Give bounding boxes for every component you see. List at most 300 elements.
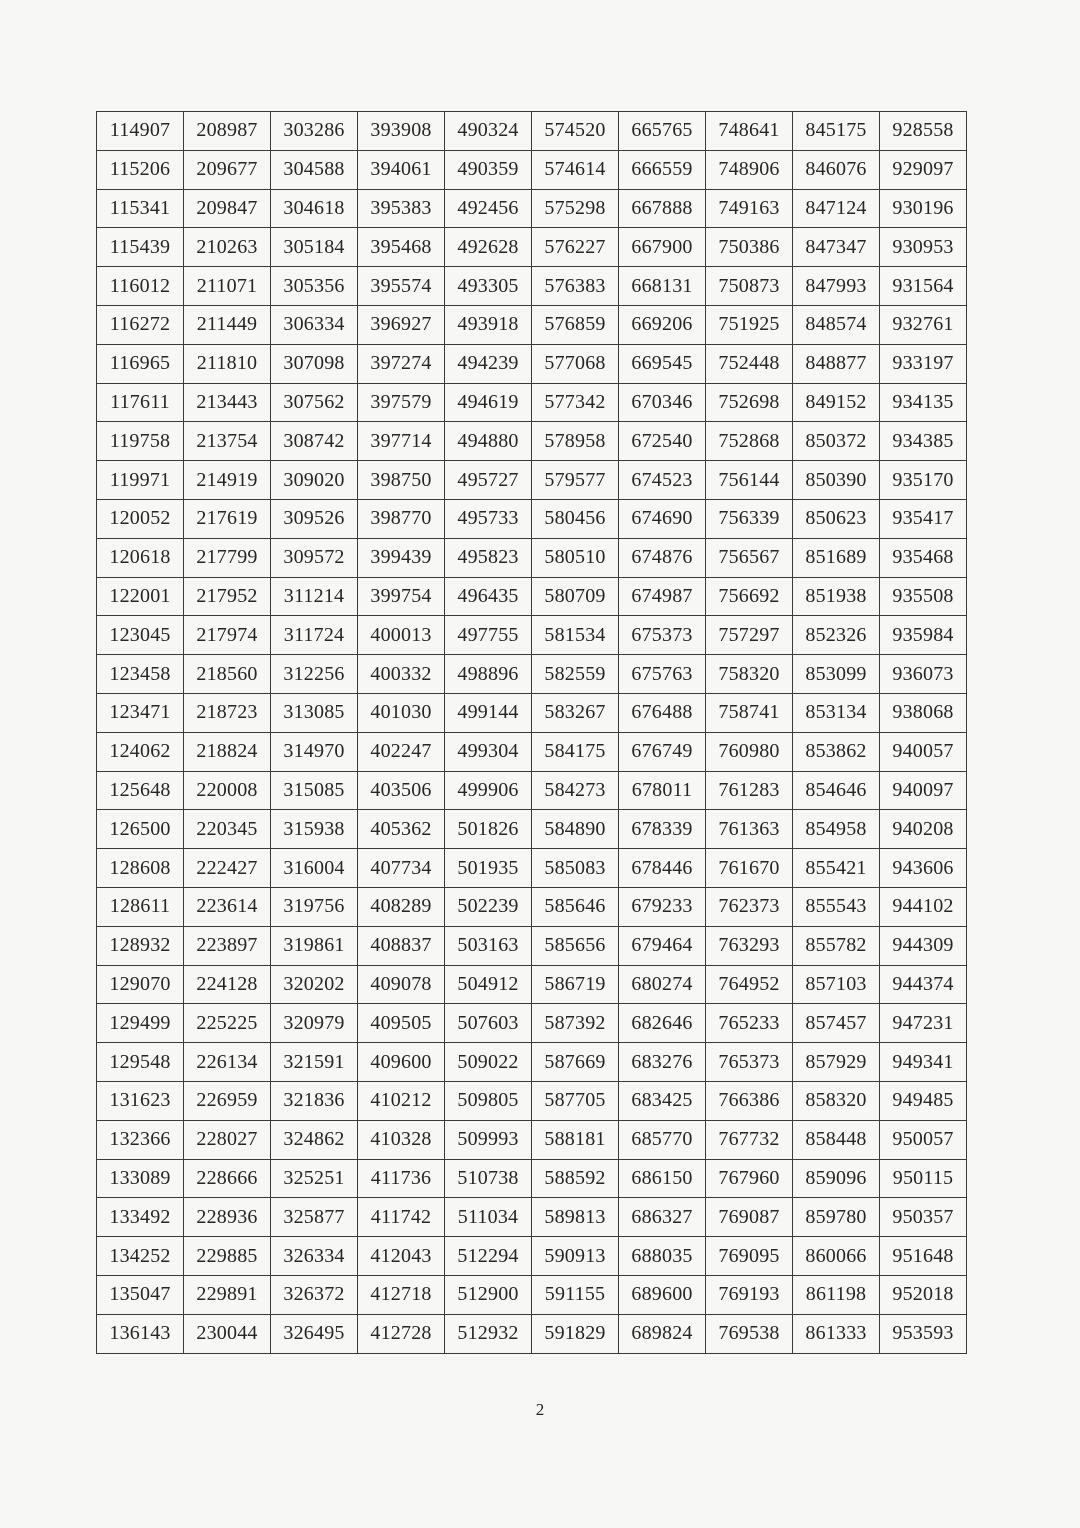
table-cell: 674876 — [619, 538, 706, 577]
table-cell: 847993 — [793, 267, 880, 306]
table-cell: 312256 — [271, 655, 358, 694]
table-cell: 499144 — [445, 693, 532, 732]
table-cell: 935508 — [880, 577, 967, 616]
table-cell: 935170 — [880, 461, 967, 500]
table-cell: 133089 — [97, 1159, 184, 1198]
table-cell: 224128 — [184, 965, 271, 1004]
table-cell: 321836 — [271, 1081, 358, 1120]
table-cell: 213443 — [184, 383, 271, 422]
table-cell: 304618 — [271, 189, 358, 228]
table-cell: 591829 — [532, 1314, 619, 1353]
table-cell: 846076 — [793, 150, 880, 189]
table-cell: 585656 — [532, 926, 619, 965]
table-cell: 860066 — [793, 1237, 880, 1276]
table-cell: 129070 — [97, 965, 184, 1004]
table-cell: 211810 — [184, 344, 271, 383]
table-cell: 586719 — [532, 965, 619, 1004]
table-cell: 309020 — [271, 461, 358, 500]
table-cell: 760980 — [706, 732, 793, 771]
table-row — [97, 1120, 967, 1159]
table-cell: 492456 — [445, 189, 532, 228]
table-cell: 132366 — [97, 1120, 184, 1159]
table-cell: 395468 — [358, 228, 445, 267]
table-cell: 853862 — [793, 732, 880, 771]
table-cell: 397579 — [358, 383, 445, 422]
table-cell: 953593 — [880, 1314, 967, 1353]
table-cell: 129548 — [97, 1043, 184, 1082]
table-cell: 935984 — [880, 616, 967, 655]
table-cell: 689824 — [619, 1314, 706, 1353]
table-cell: 490324 — [445, 112, 532, 151]
table-cell: 126500 — [97, 810, 184, 849]
table-cell: 766386 — [706, 1081, 793, 1120]
table-row — [97, 499, 967, 538]
table-cell: 855421 — [793, 849, 880, 888]
table-cell: 845175 — [793, 112, 880, 151]
table-cell: 222427 — [184, 849, 271, 888]
table-cell: 217799 — [184, 538, 271, 577]
table-cell: 752698 — [706, 383, 793, 422]
table-cell: 669206 — [619, 305, 706, 344]
table-cell: 765233 — [706, 1004, 793, 1043]
table-cell: 851938 — [793, 577, 880, 616]
table-cell: 308742 — [271, 422, 358, 461]
table-cell: 494239 — [445, 344, 532, 383]
table-cell: 307098 — [271, 344, 358, 383]
table-cell: 854646 — [793, 771, 880, 810]
table-cell: 674987 — [619, 577, 706, 616]
table-row — [97, 228, 967, 267]
table-cell: 119758 — [97, 422, 184, 461]
table-cell: 497755 — [445, 616, 532, 655]
table-cell: 854958 — [793, 810, 880, 849]
table-cell: 495727 — [445, 461, 532, 500]
table-cell: 395574 — [358, 267, 445, 306]
table-cell: 218824 — [184, 732, 271, 771]
table-cell: 304588 — [271, 150, 358, 189]
table-cell: 689600 — [619, 1275, 706, 1314]
table-cell: 509022 — [445, 1043, 532, 1082]
table-cell: 758741 — [706, 693, 793, 732]
table-cell: 769087 — [706, 1198, 793, 1237]
table-cell: 495733 — [445, 499, 532, 538]
table-cell: 228936 — [184, 1198, 271, 1237]
table-cell: 769538 — [706, 1314, 793, 1353]
table-cell: 136143 — [97, 1314, 184, 1353]
table-cell: 576859 — [532, 305, 619, 344]
table-row — [97, 1314, 967, 1353]
table-cell: 490359 — [445, 150, 532, 189]
table-cell: 767960 — [706, 1159, 793, 1198]
table-cell: 131623 — [97, 1081, 184, 1120]
table-cell: 861333 — [793, 1314, 880, 1353]
table-cell: 936073 — [880, 655, 967, 694]
table-cell: 588181 — [532, 1120, 619, 1159]
table-cell: 756567 — [706, 538, 793, 577]
table-cell: 123458 — [97, 655, 184, 694]
table-cell: 208987 — [184, 112, 271, 151]
table-cell: 859780 — [793, 1198, 880, 1237]
table-cell: 584890 — [532, 810, 619, 849]
table-cell: 115206 — [97, 150, 184, 189]
table-cell: 679233 — [619, 887, 706, 926]
table-row — [97, 189, 967, 228]
table-cell: 503163 — [445, 926, 532, 965]
table-cell: 120618 — [97, 538, 184, 577]
table-cell: 682646 — [619, 1004, 706, 1043]
table-cell: 761363 — [706, 810, 793, 849]
number-table-body — [97, 112, 967, 1354]
table-cell: 579577 — [532, 461, 619, 500]
table-row — [97, 771, 967, 810]
table-cell: 675763 — [619, 655, 706, 694]
table-cell: 849152 — [793, 383, 880, 422]
table-cell: 326372 — [271, 1275, 358, 1314]
table-cell: 670346 — [619, 383, 706, 422]
table-cell: 855782 — [793, 926, 880, 965]
table-cell: 933197 — [880, 344, 967, 383]
table-cell: 756692 — [706, 577, 793, 616]
table-cell: 395383 — [358, 189, 445, 228]
table-cell: 229891 — [184, 1275, 271, 1314]
table-row — [97, 926, 967, 965]
table-cell: 507603 — [445, 1004, 532, 1043]
table-cell: 686327 — [619, 1198, 706, 1237]
table-cell: 683276 — [619, 1043, 706, 1082]
table-cell: 861198 — [793, 1275, 880, 1314]
table-cell: 675373 — [619, 616, 706, 655]
table-cell: 303286 — [271, 112, 358, 151]
table-row — [97, 655, 967, 694]
table-cell: 853134 — [793, 693, 880, 732]
table-cell: 585083 — [532, 849, 619, 888]
table-cell: 752868 — [706, 422, 793, 461]
table-cell: 502239 — [445, 887, 532, 926]
table-cell: 494880 — [445, 422, 532, 461]
table-cell: 319756 — [271, 887, 358, 926]
table-cell: 501935 — [445, 849, 532, 888]
table-cell: 398770 — [358, 499, 445, 538]
table-cell: 230044 — [184, 1314, 271, 1353]
table-cell: 767732 — [706, 1120, 793, 1159]
table-cell: 576227 — [532, 228, 619, 267]
table-row — [97, 150, 967, 189]
table-cell: 409078 — [358, 965, 445, 1004]
table-cell: 855543 — [793, 887, 880, 926]
table-cell: 847347 — [793, 228, 880, 267]
table-cell: 223897 — [184, 926, 271, 965]
table-cell: 685770 — [619, 1120, 706, 1159]
table-cell: 115341 — [97, 189, 184, 228]
table-cell: 399439 — [358, 538, 445, 577]
table-cell: 944374 — [880, 965, 967, 1004]
table-cell: 119971 — [97, 461, 184, 500]
table-cell: 751925 — [706, 305, 793, 344]
table-cell: 510738 — [445, 1159, 532, 1198]
table-cell: 411742 — [358, 1198, 445, 1237]
table-cell: 229885 — [184, 1237, 271, 1276]
table-cell: 223614 — [184, 887, 271, 926]
table-cell: 120052 — [97, 499, 184, 538]
table-cell: 326495 — [271, 1314, 358, 1353]
table-cell: 494619 — [445, 383, 532, 422]
table-row — [97, 538, 967, 577]
table-cell: 400013 — [358, 616, 445, 655]
table-cell: 940097 — [880, 771, 967, 810]
table-cell: 574614 — [532, 150, 619, 189]
table-cell: 587669 — [532, 1043, 619, 1082]
table-cell: 858320 — [793, 1081, 880, 1120]
table-cell: 851689 — [793, 538, 880, 577]
table-cell: 210263 — [184, 228, 271, 267]
table-cell: 214919 — [184, 461, 271, 500]
table-cell: 311214 — [271, 577, 358, 616]
table-cell: 584273 — [532, 771, 619, 810]
table-cell: 123045 — [97, 616, 184, 655]
table-cell: 667900 — [619, 228, 706, 267]
table-cell: 125648 — [97, 771, 184, 810]
table-cell: 394061 — [358, 150, 445, 189]
table-cell: 934385 — [880, 422, 967, 461]
table-cell: 938068 — [880, 693, 967, 732]
table-cell: 305184 — [271, 228, 358, 267]
table-row — [97, 1159, 967, 1198]
table-cell: 320979 — [271, 1004, 358, 1043]
table-cell: 116272 — [97, 305, 184, 344]
table-cell: 688035 — [619, 1237, 706, 1276]
table-cell: 756339 — [706, 499, 793, 538]
table-cell: 574520 — [532, 112, 619, 151]
table-cell: 580510 — [532, 538, 619, 577]
table-cell: 764952 — [706, 965, 793, 1004]
table-cell: 588592 — [532, 1159, 619, 1198]
table-cell: 575298 — [532, 189, 619, 228]
table-cell: 217952 — [184, 577, 271, 616]
table-cell: 590913 — [532, 1237, 619, 1276]
table-cell: 501826 — [445, 810, 532, 849]
table-cell: 950057 — [880, 1120, 967, 1159]
table-cell: 580456 — [532, 499, 619, 538]
table-cell: 499304 — [445, 732, 532, 771]
table-cell: 576383 — [532, 267, 619, 306]
table-cell: 674523 — [619, 461, 706, 500]
table-cell: 407734 — [358, 849, 445, 888]
table-row — [97, 849, 967, 888]
table-cell: 763293 — [706, 926, 793, 965]
table-cell: 932761 — [880, 305, 967, 344]
table-cell: 512932 — [445, 1314, 532, 1353]
table-cell: 857929 — [793, 1043, 880, 1082]
table-cell: 581534 — [532, 616, 619, 655]
table-cell: 578958 — [532, 422, 619, 461]
table-cell: 858448 — [793, 1120, 880, 1159]
table-cell: 116012 — [97, 267, 184, 306]
table-cell: 857457 — [793, 1004, 880, 1043]
table-cell: 226134 — [184, 1043, 271, 1082]
table-cell: 117611 — [97, 383, 184, 422]
table-cell: 850372 — [793, 422, 880, 461]
table-cell: 408289 — [358, 887, 445, 926]
table-cell: 669545 — [619, 344, 706, 383]
table-cell: 401030 — [358, 693, 445, 732]
table-cell: 400332 — [358, 655, 445, 694]
table-cell: 326334 — [271, 1237, 358, 1276]
table-row — [97, 1043, 967, 1082]
table-cell: 749163 — [706, 189, 793, 228]
table-cell: 211071 — [184, 267, 271, 306]
table-row — [97, 1237, 967, 1276]
table-cell: 410328 — [358, 1120, 445, 1159]
table-cell: 750386 — [706, 228, 793, 267]
table-cell: 951648 — [880, 1237, 967, 1276]
table-cell: 683425 — [619, 1081, 706, 1120]
table-cell: 228666 — [184, 1159, 271, 1198]
table-cell: 492628 — [445, 228, 532, 267]
table-cell: 853099 — [793, 655, 880, 694]
table-cell: 122001 — [97, 577, 184, 616]
table-cell: 306334 — [271, 305, 358, 344]
table-cell: 226959 — [184, 1081, 271, 1120]
table-cell: 678446 — [619, 849, 706, 888]
table-cell: 133492 — [97, 1198, 184, 1237]
table-cell: 928558 — [880, 112, 967, 151]
table-cell: 412043 — [358, 1237, 445, 1276]
table-cell: 769095 — [706, 1237, 793, 1276]
table-cell: 930196 — [880, 189, 967, 228]
table-cell: 679464 — [619, 926, 706, 965]
table-cell: 499906 — [445, 771, 532, 810]
table-cell: 672540 — [619, 422, 706, 461]
table-cell: 412728 — [358, 1314, 445, 1353]
table-cell: 509993 — [445, 1120, 532, 1159]
table-cell: 857103 — [793, 965, 880, 1004]
table-cell: 850390 — [793, 461, 880, 500]
table-cell: 115439 — [97, 228, 184, 267]
table-cell: 587705 — [532, 1081, 619, 1120]
table-cell: 218723 — [184, 693, 271, 732]
table-cell: 135047 — [97, 1275, 184, 1314]
table-cell: 757297 — [706, 616, 793, 655]
table-cell: 411736 — [358, 1159, 445, 1198]
table-cell: 211449 — [184, 305, 271, 344]
table-cell: 311724 — [271, 616, 358, 655]
table-cell: 493305 — [445, 267, 532, 306]
table-cell: 676749 — [619, 732, 706, 771]
table-cell: 129499 — [97, 1004, 184, 1043]
number-table — [96, 111, 967, 1354]
table-row — [97, 1004, 967, 1043]
table-cell: 583267 — [532, 693, 619, 732]
table-cell: 123471 — [97, 693, 184, 732]
table-cell: 584175 — [532, 732, 619, 771]
table-cell: 412718 — [358, 1275, 445, 1314]
table-cell: 676488 — [619, 693, 706, 732]
table-cell: 943606 — [880, 849, 967, 888]
table-row — [97, 577, 967, 616]
table-row — [97, 383, 967, 422]
table-cell: 761283 — [706, 771, 793, 810]
table-cell: 309572 — [271, 538, 358, 577]
table-cell: 209847 — [184, 189, 271, 228]
table-row — [97, 461, 967, 500]
table-cell: 313085 — [271, 693, 358, 732]
table-cell: 931564 — [880, 267, 967, 306]
table-cell: 665765 — [619, 112, 706, 151]
table-cell: 409600 — [358, 1043, 445, 1082]
table-cell: 678339 — [619, 810, 706, 849]
table-row — [97, 887, 967, 926]
table-cell: 848877 — [793, 344, 880, 383]
table-cell: 213754 — [184, 422, 271, 461]
table-cell: 493918 — [445, 305, 532, 344]
table-cell: 944309 — [880, 926, 967, 965]
table-cell: 220345 — [184, 810, 271, 849]
table-cell: 680274 — [619, 965, 706, 1004]
table-cell: 319861 — [271, 926, 358, 965]
table-cell: 769193 — [706, 1275, 793, 1314]
table-cell: 577068 — [532, 344, 619, 383]
table-cell: 748641 — [706, 112, 793, 151]
table-cell: 950357 — [880, 1198, 967, 1237]
page-number: 2 — [535, 1400, 545, 1419]
table-cell: 410212 — [358, 1081, 445, 1120]
table-cell: 848574 — [793, 305, 880, 344]
table-cell: 325251 — [271, 1159, 358, 1198]
table-cell: 504912 — [445, 965, 532, 1004]
table-cell: 761670 — [706, 849, 793, 888]
table-cell: 325877 — [271, 1198, 358, 1237]
table-cell: 309526 — [271, 499, 358, 538]
table-cell: 762373 — [706, 887, 793, 926]
table-cell: 498896 — [445, 655, 532, 694]
table-row — [97, 965, 967, 1004]
table-cell: 582559 — [532, 655, 619, 694]
table-cell: 952018 — [880, 1275, 967, 1314]
table-cell: 949485 — [880, 1081, 967, 1120]
table-row — [97, 732, 967, 771]
table-cell: 409505 — [358, 1004, 445, 1043]
table-cell: 305356 — [271, 267, 358, 306]
table-cell: 748906 — [706, 150, 793, 189]
table-cell: 750873 — [706, 267, 793, 306]
table-cell: 944102 — [880, 887, 967, 926]
table-cell: 495823 — [445, 538, 532, 577]
table-row — [97, 616, 967, 655]
table-cell: 678011 — [619, 771, 706, 810]
table-cell: 674690 — [619, 499, 706, 538]
table-cell: 393908 — [358, 112, 445, 151]
table-cell: 218560 — [184, 655, 271, 694]
table-row — [97, 693, 967, 732]
table-cell: 316004 — [271, 849, 358, 888]
table-cell: 580709 — [532, 577, 619, 616]
table-cell: 220008 — [184, 771, 271, 810]
table-cell: 852326 — [793, 616, 880, 655]
table-cell: 765373 — [706, 1043, 793, 1082]
table-cell: 128611 — [97, 887, 184, 926]
table-row — [97, 1275, 967, 1314]
table-cell: 228027 — [184, 1120, 271, 1159]
table-row — [97, 422, 967, 461]
table-cell: 320202 — [271, 965, 358, 1004]
table-row — [97, 305, 967, 344]
table-cell: 402247 — [358, 732, 445, 771]
table-cell: 667888 — [619, 189, 706, 228]
table-cell: 134252 — [97, 1237, 184, 1276]
table-row — [97, 1081, 967, 1120]
table-cell: 758320 — [706, 655, 793, 694]
table-cell: 589813 — [532, 1198, 619, 1237]
